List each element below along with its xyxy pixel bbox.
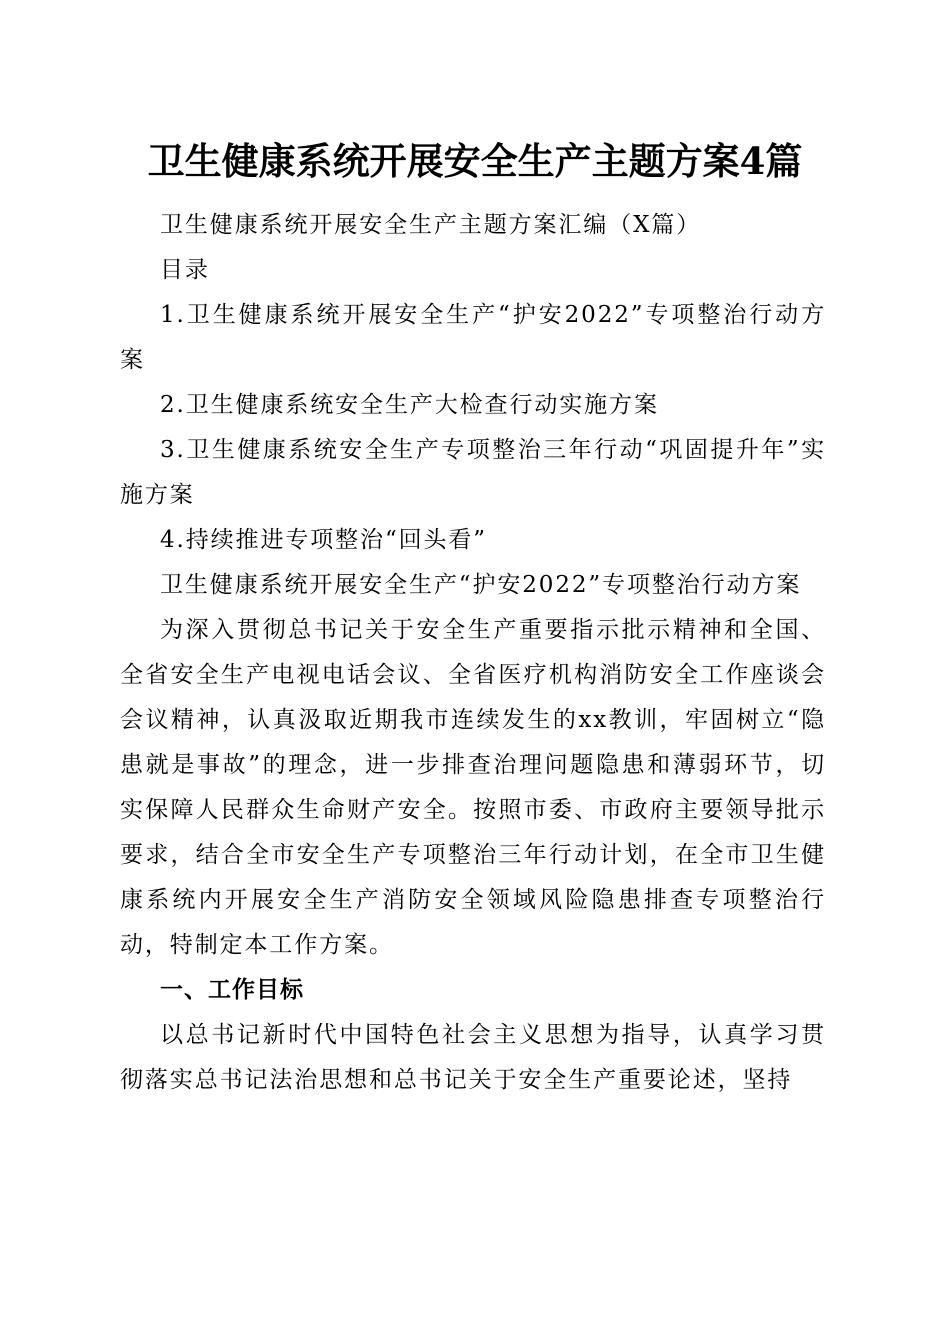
toc-item-4: 4.持续推进专项整治“回头看” xyxy=(160,527,487,553)
toc-item-2: 2.卫生健康系统安全生产大检查行动实施方案 xyxy=(160,392,659,418)
section-title: 卫生健康系统开展安全生产“护安2022”专项整治行动方案 xyxy=(160,572,802,598)
goals-paragraph: 以总书记新时代中国特色社会主义思想为指导，认真学习贯彻落实总书记法治思想和总书记关于安全生产重要论述，坚持 xyxy=(120,1022,826,1093)
toc-item-1: 1.卫生健康系统开展安全生产“护安2022”专项整治行动方案 xyxy=(120,302,826,373)
heading-work-goals: 一、工作目标 xyxy=(160,977,304,1003)
collection-subtitle: 卫生健康系统开展安全生产主题方案汇编（X篇） xyxy=(160,212,702,238)
toc-item-3: 3.卫生健康系统安全生产专项整治三年行动“巩固提升年”实施方案 xyxy=(120,437,826,508)
toc-heading: 目录 xyxy=(160,257,210,283)
document-body xyxy=(120,203,826,1103)
intro-paragraph: 为深入贯彻总书记关于安全生产重要指示批示精神和全国、全省安全生产电视电话会议、全省医疗机构消防安全工作座谈会会议精神，认真汲取近期我市连续发生的xx教训，牢固树立“隐患就是事故”的理念，进一步排查治理问题隐患和薄弱环节，切实保障人民群众生命财产安全。按照市委、市政府主要领导批示要求，结合全市安全生产专项整治三年行动计划，在全市卫生健康系统内开展安全生产消防安全领域风险隐患排查专项整治行动，特制定本工作方案。 xyxy=(120,617,826,958)
document-title: 卫生健康系统开展安全生产主题方案4篇 xyxy=(147,139,803,183)
